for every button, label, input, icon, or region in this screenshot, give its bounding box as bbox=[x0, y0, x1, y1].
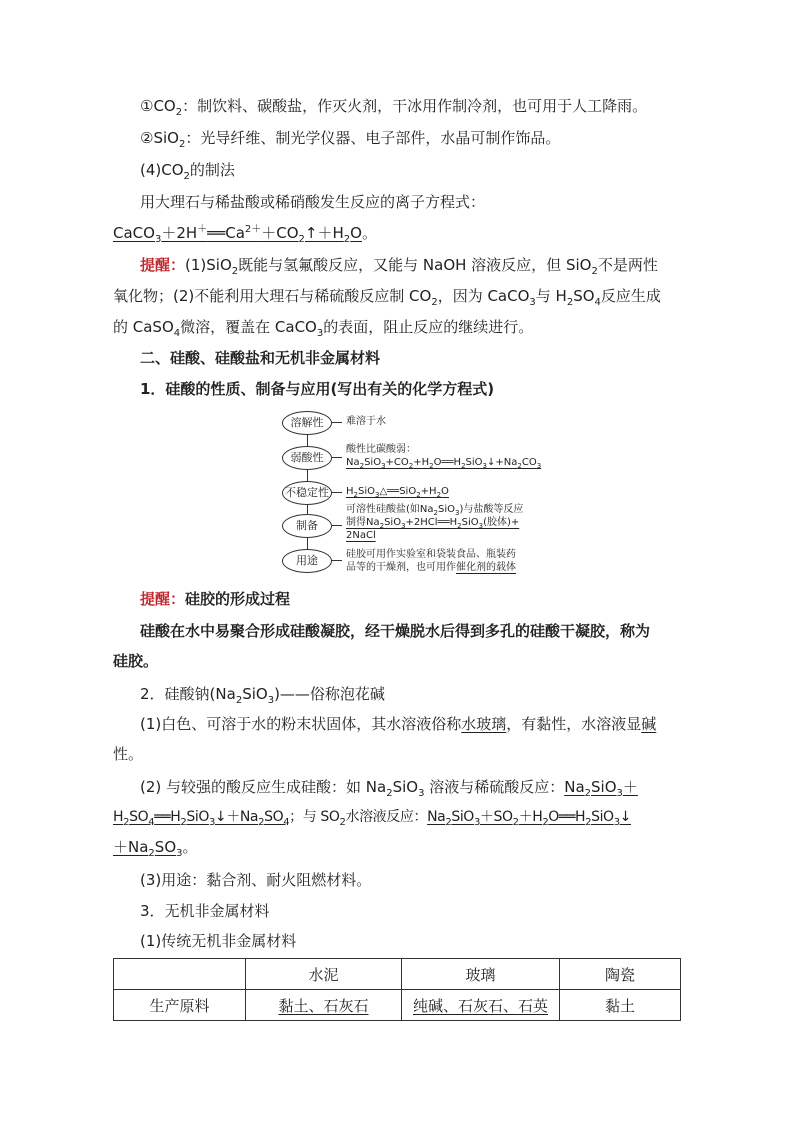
table-header-cell: 水泥 bbox=[246, 959, 402, 990]
connector-preparation bbox=[332, 525, 342, 526]
connector-uses bbox=[332, 560, 342, 561]
node-instability: 不稳定性 bbox=[282, 481, 332, 505]
section2-heading: 二、硅酸、硅酸盐和无机非金属材料 bbox=[140, 349, 381, 367]
table-cell: 纯碱、石灰石、石英 bbox=[402, 990, 560, 1021]
p22-line3: $+Na_2SO_3$。 bbox=[113, 838, 198, 859]
traditional-materials-heading: (1)传统无机非金属材料 bbox=[140, 932, 297, 950]
p21-line2: 性。 bbox=[113, 745, 144, 763]
solubility-desc: 难溶于水 bbox=[346, 416, 386, 427]
instability-desc: $H_2SiO_3\triangle══SiO_2+H_2O$ bbox=[346, 486, 449, 499]
connector-solubility bbox=[332, 422, 342, 423]
weak-acidity-desc: 酸性比碳酸弱： $Na_2SiO_3+CO_2+H_2O══H_2SiO_3↓+Na_2CO_3$ bbox=[346, 444, 542, 470]
node-solubility: 溶解性 bbox=[282, 411, 332, 435]
table-cell: 黏土 bbox=[560, 990, 681, 1021]
table-header-cell: 陶瓷 bbox=[560, 959, 681, 990]
silicic-acid-diagram bbox=[280, 403, 560, 581]
ionic-equation: $CaCO_3+2H^+══Ca^{2+}+CO_2↑+H_2O$。 bbox=[113, 224, 377, 245]
preparation-desc: 可溶性硅酸盐(如$Na_2SiO_3$)与盐酸等反应 制得$Na_2SiO_3+2HCl══H_2SiO_3$(胶体)+ 2NaCl bbox=[346, 504, 524, 541]
p21-line1: (1)白色、可溶于水的粉末状固体，其水溶液俗称水玻璃，有黏性，水溶液显碱 bbox=[140, 715, 657, 733]
table-row-label: 生产原料 bbox=[114, 990, 246, 1021]
table-row bbox=[114, 990, 681, 1021]
item1-heading: 1．硅酸的性质、制备与应用(写出有关的化学方程式) bbox=[140, 380, 495, 398]
p23-line: (3)用途：黏合剂、耐火阻燃材料。 bbox=[140, 871, 372, 889]
materials-table bbox=[113, 958, 681, 1021]
connector-weak-acidity bbox=[332, 457, 342, 458]
silica-gel-line1: 硅酸在水中易聚合形成硅酸凝胶，经干燥脱水后得到多孔的硅酸干凝胶，称为 bbox=[140, 622, 651, 640]
tip1-line3: 的 CaSO$_4$微溶，覆盖在 CaCO$_3$的表面，阻止反应的继续进行。 bbox=[113, 318, 534, 339]
node-weak-acidity: 弱酸性 bbox=[282, 446, 332, 470]
tip1-line2: 氧化物；(2)不能利用大理石与稀硫酸反应制 $CO_2$，因为 CaCO$_3$与 $H_2SO_4$反应生成 bbox=[113, 287, 661, 308]
table-cell: 黏土、石灰石 bbox=[246, 990, 402, 1021]
table-header-cell: 玻璃 bbox=[402, 959, 560, 990]
p22-line1: (2) 与较强的酸反应生成硅酸：如 $Na_2SiO_3$ 溶液与稀硫酸反应：$Na_2SiO_3+$ bbox=[140, 778, 638, 799]
silica-gel-line2: 硅胶。 bbox=[113, 652, 159, 670]
table-header-cell bbox=[114, 959, 246, 990]
uses-desc: 硅胶可用作实验室和袋装食品、瓶装药 品等的干燥剂，也可用作催化剂的载体 bbox=[346, 549, 516, 573]
node-uses: 用途 bbox=[282, 549, 332, 573]
item2-heading: 2．硅酸钠$(Na_2SiO_3)——$俗称泡花碱 bbox=[140, 685, 385, 706]
item3-heading: 3．无机非金属材料 bbox=[140, 902, 270, 920]
co2-preparation-heading: $(4)CO_2$的制法 bbox=[140, 161, 235, 182]
tip2-line: 提醒：硅胶的形成过程 bbox=[140, 590, 291, 608]
table-header-row bbox=[114, 959, 681, 990]
p22-line2: $H_2SO_4══H_2SiO_3↓+Na_2SO_4$；与 $SO_2$水溶液反应：$Na_2SiO_3+SO_2+H_2O══H_2SiO_3↓$ bbox=[113, 809, 631, 828]
sio2-uses-line: ②SiO$_2$：光导纤维、制光学仪器、电子部件，水晶可制作饰品。 bbox=[140, 129, 561, 150]
node-preparation: 制备 bbox=[282, 514, 332, 538]
ionic-equation-intro: 用大理石与稀盐酸或稀硝酸发生反应的离子方程式： bbox=[140, 193, 486, 211]
co2-uses-line: $①CO_2$：制饮料、碳酸盐，作灭火剂，干冰用作制冷剂，也可用于人工降雨。 bbox=[140, 97, 648, 118]
tip1-line1: 提醒：(1)SiO$_2$既能与氢氟酸反应，又能与 NaOH 溶液反应，但 SiO$_2$不是两性 bbox=[140, 256, 658, 277]
connector-instability bbox=[332, 492, 342, 493]
